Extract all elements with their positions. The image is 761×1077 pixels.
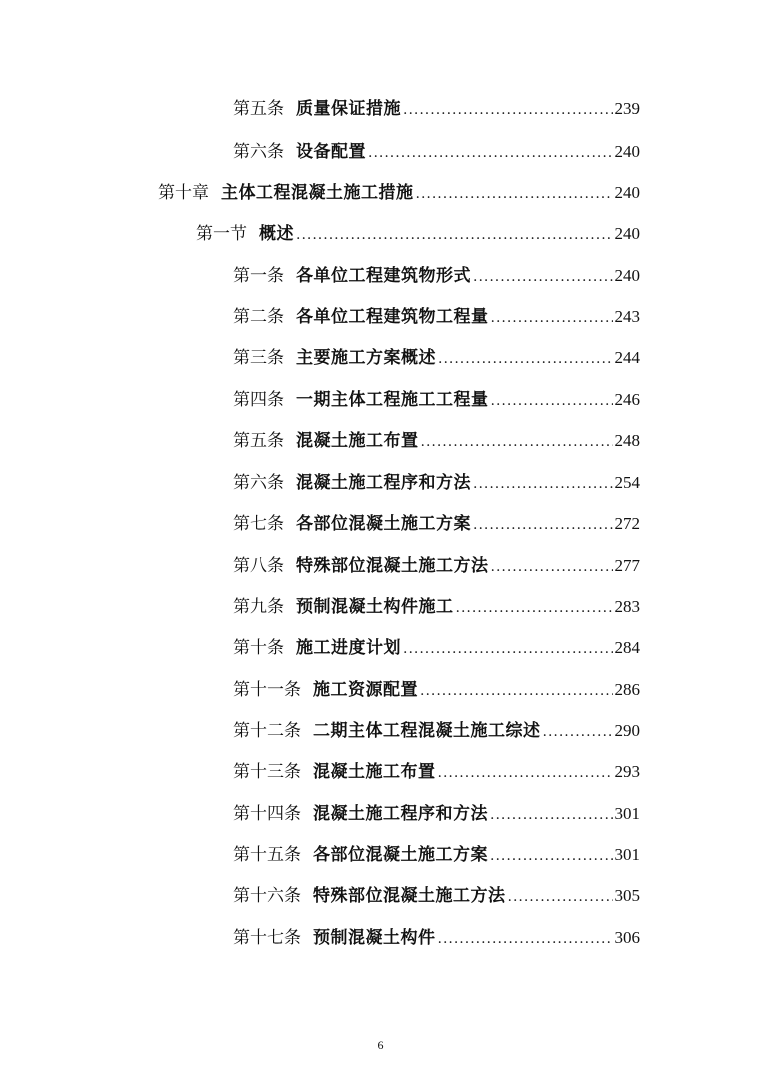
toc-dot-leader [416, 179, 613, 209]
toc-entry-title: 预制混凝土构件施工 [296, 597, 454, 617]
toc-entry[interactable] [233, 716, 640, 746]
toc-dot-leader [491, 386, 613, 416]
toc-dot-leader [403, 634, 613, 664]
toc-entry-number: 第六条 [233, 142, 284, 162]
toc-entry[interactable] [233, 137, 640, 167]
toc-entry-title: 施工进度计划 [296, 638, 401, 658]
toc-dot-leader [490, 841, 613, 871]
toc-entry-title: 主要施工方案概述 [296, 348, 436, 368]
toc-dot-leader [490, 800, 613, 830]
toc-entry-number: 第八条 [233, 556, 284, 576]
toc-entry-title: 混凝土施工程序和方法 [296, 473, 471, 493]
toc-entry-title: 混凝土施工程序和方法 [313, 804, 488, 824]
toc-entry-page: 306 [614, 928, 640, 947]
toc-entry-number: 第一条 [233, 266, 284, 286]
toc-entry-page: 293 [614, 762, 640, 781]
toc-dot-leader [403, 95, 613, 125]
toc-entry[interactable] [233, 94, 640, 124]
toc-entry[interactable] [233, 840, 640, 870]
toc-entry-page: 248 [614, 431, 640, 450]
toc-entry[interactable] [233, 633, 640, 663]
toc-entry-number: 第十四条 [233, 804, 301, 824]
toc-entry[interactable] [233, 385, 640, 415]
toc-entry-number: 第五条 [233, 431, 284, 451]
toc-entry[interactable] [233, 261, 640, 291]
toc-entry-number: 第三条 [233, 348, 284, 368]
toc-entry[interactable] [233, 675, 640, 705]
toc-entry-page: 244 [614, 348, 640, 367]
toc-dot-leader [473, 262, 613, 292]
toc-entry[interactable] [233, 426, 640, 456]
toc-entry-number: 第六条 [233, 473, 284, 493]
toc-entry-title: 施工资源配置 [313, 680, 418, 700]
toc-entry-page: 286 [614, 680, 640, 699]
toc-entry[interactable] [233, 343, 640, 373]
toc-entry-page: 240 [614, 142, 640, 161]
toc-entry[interactable] [233, 881, 640, 911]
toc-entry[interactable] [196, 219, 640, 249]
toc-entry-title: 一期主体工程施工工程量 [296, 390, 489, 410]
toc-entry-page: 272 [614, 514, 640, 533]
toc-entry-number: 第十三条 [233, 762, 301, 782]
toc-entry-number: 第四条 [233, 390, 284, 410]
toc-entry-page: 301 [614, 804, 640, 823]
toc-dot-leader [368, 138, 613, 168]
toc-entry-page: 254 [614, 473, 640, 492]
toc-entry-page: 290 [614, 721, 640, 740]
toc-entry[interactable] [233, 509, 640, 539]
toc-entry-number: 第十七条 [233, 928, 301, 948]
toc-entry-title: 特殊部位混凝土施工方法 [313, 886, 506, 906]
toc-entry-page: 246 [614, 390, 640, 409]
toc-entry-page: 240 [614, 266, 640, 285]
toc-entry-page: 284 [614, 638, 640, 657]
toc-entry-page: 239 [614, 99, 640, 118]
toc-entry[interactable] [233, 592, 640, 622]
toc-entry-page: 240 [614, 183, 640, 202]
toc-entry[interactable] [233, 799, 640, 829]
toc-entry-title: 各单位工程建筑物工程量 [296, 307, 489, 327]
toc-entry[interactable] [158, 178, 640, 208]
toc-entry[interactable] [233, 302, 640, 332]
toc-dot-leader [491, 552, 613, 582]
toc-entry-title: 各部位混凝土施工方案 [313, 845, 488, 865]
toc-entry-title: 混凝土施工布置 [296, 431, 419, 451]
toc-dot-leader [491, 303, 613, 333]
toc-entry[interactable] [233, 468, 640, 498]
toc-dot-leader [473, 469, 613, 499]
toc-dot-leader [543, 717, 613, 747]
toc-entry-page: 240 [614, 224, 640, 243]
toc-entry-title: 各部位混凝土施工方案 [296, 514, 471, 534]
toc-entry-title: 二期主体工程混凝土施工综述 [313, 721, 541, 741]
toc-entry-title: 主体工程混凝土施工措施 [221, 183, 414, 203]
toc-entry-number: 第五条 [233, 99, 284, 119]
toc-entry-title: 混凝土施工布置 [313, 762, 436, 782]
toc-entry-number: 第十五条 [233, 845, 301, 865]
toc-dot-leader [438, 344, 613, 374]
toc-entry-number: 第十一条 [233, 680, 301, 700]
toc-entry-title: 各单位工程建筑物形式 [296, 266, 471, 286]
toc-entry-number: 第十六条 [233, 886, 301, 906]
toc-dot-leader [296, 220, 613, 250]
toc-entry-title: 特殊部位混凝土施工方法 [296, 556, 489, 576]
toc-entry-number: 第十章 [158, 183, 209, 203]
toc-entry-number: 第十条 [233, 638, 284, 658]
toc-dot-leader [420, 676, 613, 706]
toc-dot-leader [473, 510, 613, 540]
toc-entry-page: 305 [614, 886, 640, 905]
toc-entry[interactable] [233, 551, 640, 581]
toc-dot-leader [508, 882, 613, 912]
toc-entry[interactable] [233, 923, 640, 953]
toc-entry-title: 质量保证措施 [296, 99, 401, 119]
toc-entry-number: 第七条 [233, 514, 284, 534]
toc-entry-title: 设备配置 [296, 142, 366, 162]
footer-page-number: 6 [377, 1038, 384, 1052]
toc-entry[interactable] [233, 757, 640, 787]
toc-entry-page: 301 [614, 845, 640, 864]
toc-dot-leader [438, 924, 613, 954]
toc-dot-leader [456, 593, 613, 623]
toc-entry-page: 283 [614, 597, 640, 616]
toc-entry-number: 第九条 [233, 597, 284, 617]
toc-entry-title: 概述 [259, 224, 294, 244]
toc-dot-leader [438, 758, 613, 788]
toc-entry-number: 第十二条 [233, 721, 301, 741]
toc-dot-leader [421, 427, 613, 457]
toc-entry-page: 277 [614, 556, 640, 575]
toc-entry-title: 预制混凝土构件 [313, 928, 436, 948]
toc-entry-number: 第一节 [196, 224, 247, 244]
toc-entry-number: 第二条 [233, 307, 284, 327]
toc-entry-page: 243 [614, 307, 640, 326]
